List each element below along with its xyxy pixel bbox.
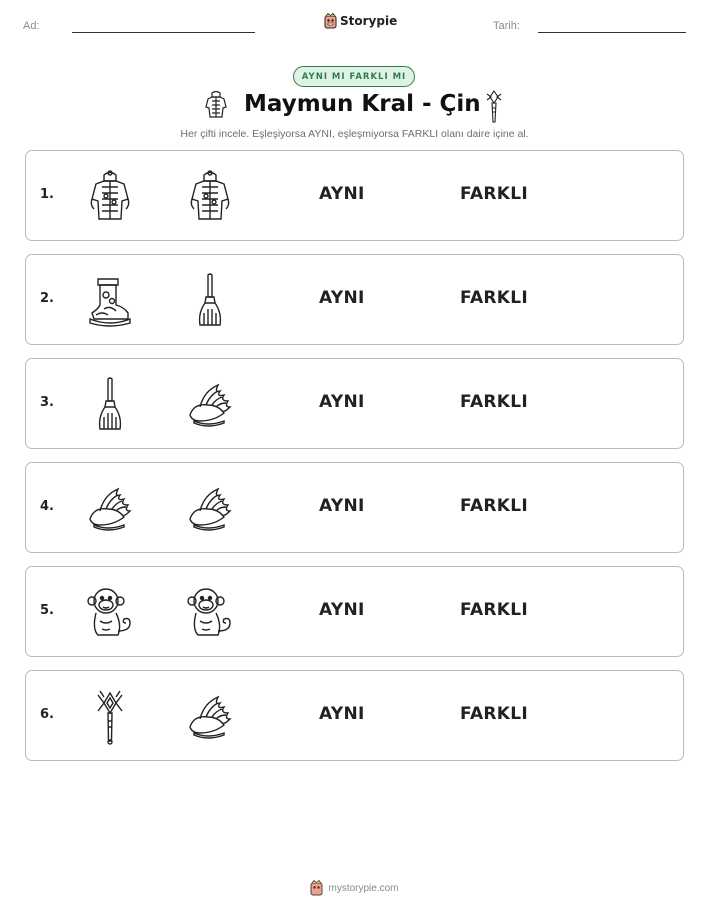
answer-different[interactable]: FARKLI [460,184,529,204]
monkey-icon [84,585,136,641]
question-row [25,566,684,657]
question-row [25,358,684,449]
answer-different[interactable]: FARKLI [460,288,529,308]
armor-icon [184,169,236,225]
question-number: 4. [40,499,54,514]
question-number: 6. [40,707,54,722]
answer-same[interactable]: AYNI [319,184,365,204]
storypie-mascot-icon [324,13,337,29]
answer-different[interactable]: FARKLI [460,392,529,412]
question-row [25,150,684,241]
answer-same[interactable]: AYNI [319,704,365,724]
question-number: 1. [40,187,54,202]
winged-cap-icon [84,481,136,537]
answer-same[interactable]: AYNI [319,600,365,620]
answer-different[interactable]: FARKLI [460,704,529,724]
answer-different[interactable]: FARKLI [460,600,529,620]
armor-icon [84,169,136,225]
footer-url[interactable]: mystorypie.com [328,882,399,894]
question-row [25,670,684,761]
brand-name: Storypie [340,14,398,28]
page-title: Maymun Kral - Çin [244,91,481,117]
monkey-icon [184,585,236,641]
question-number: 3. [40,395,54,410]
answer-same[interactable]: AYNI [319,496,365,516]
staff-icon [484,90,504,124]
brush-icon [184,273,236,329]
name-line [72,32,255,33]
instructions: Her çifti incele. Eşleşiyorsa AYNI, eşleşmiyorsa FARKLI olanı daire içine al. [180,128,529,140]
worksheet-type-badge: AYNI MI FARKLI MI [293,66,415,87]
storypie-mascot-icon [310,880,323,896]
answer-same[interactable]: AYNI [319,392,365,412]
answer-same[interactable]: AYNI [319,288,365,308]
winged-cap-icon [184,481,236,537]
staff-icon [84,689,136,745]
question-row [25,254,684,345]
question-row [25,462,684,553]
date-label: Tarih: [493,20,520,32]
storypie-logo [324,13,397,29]
question-number: 5. [40,603,54,618]
boot-icon [84,273,136,329]
answer-different[interactable]: FARKLI [460,496,529,516]
winged-cap-icon [184,689,236,745]
winged-cap-icon [184,377,236,433]
armor-icon [203,90,229,120]
name-label: Ad: [23,20,40,32]
title-row [0,88,709,126]
date-line [538,32,686,33]
question-number: 2. [40,291,54,306]
footer [0,880,709,896]
brush-icon [84,377,136,433]
